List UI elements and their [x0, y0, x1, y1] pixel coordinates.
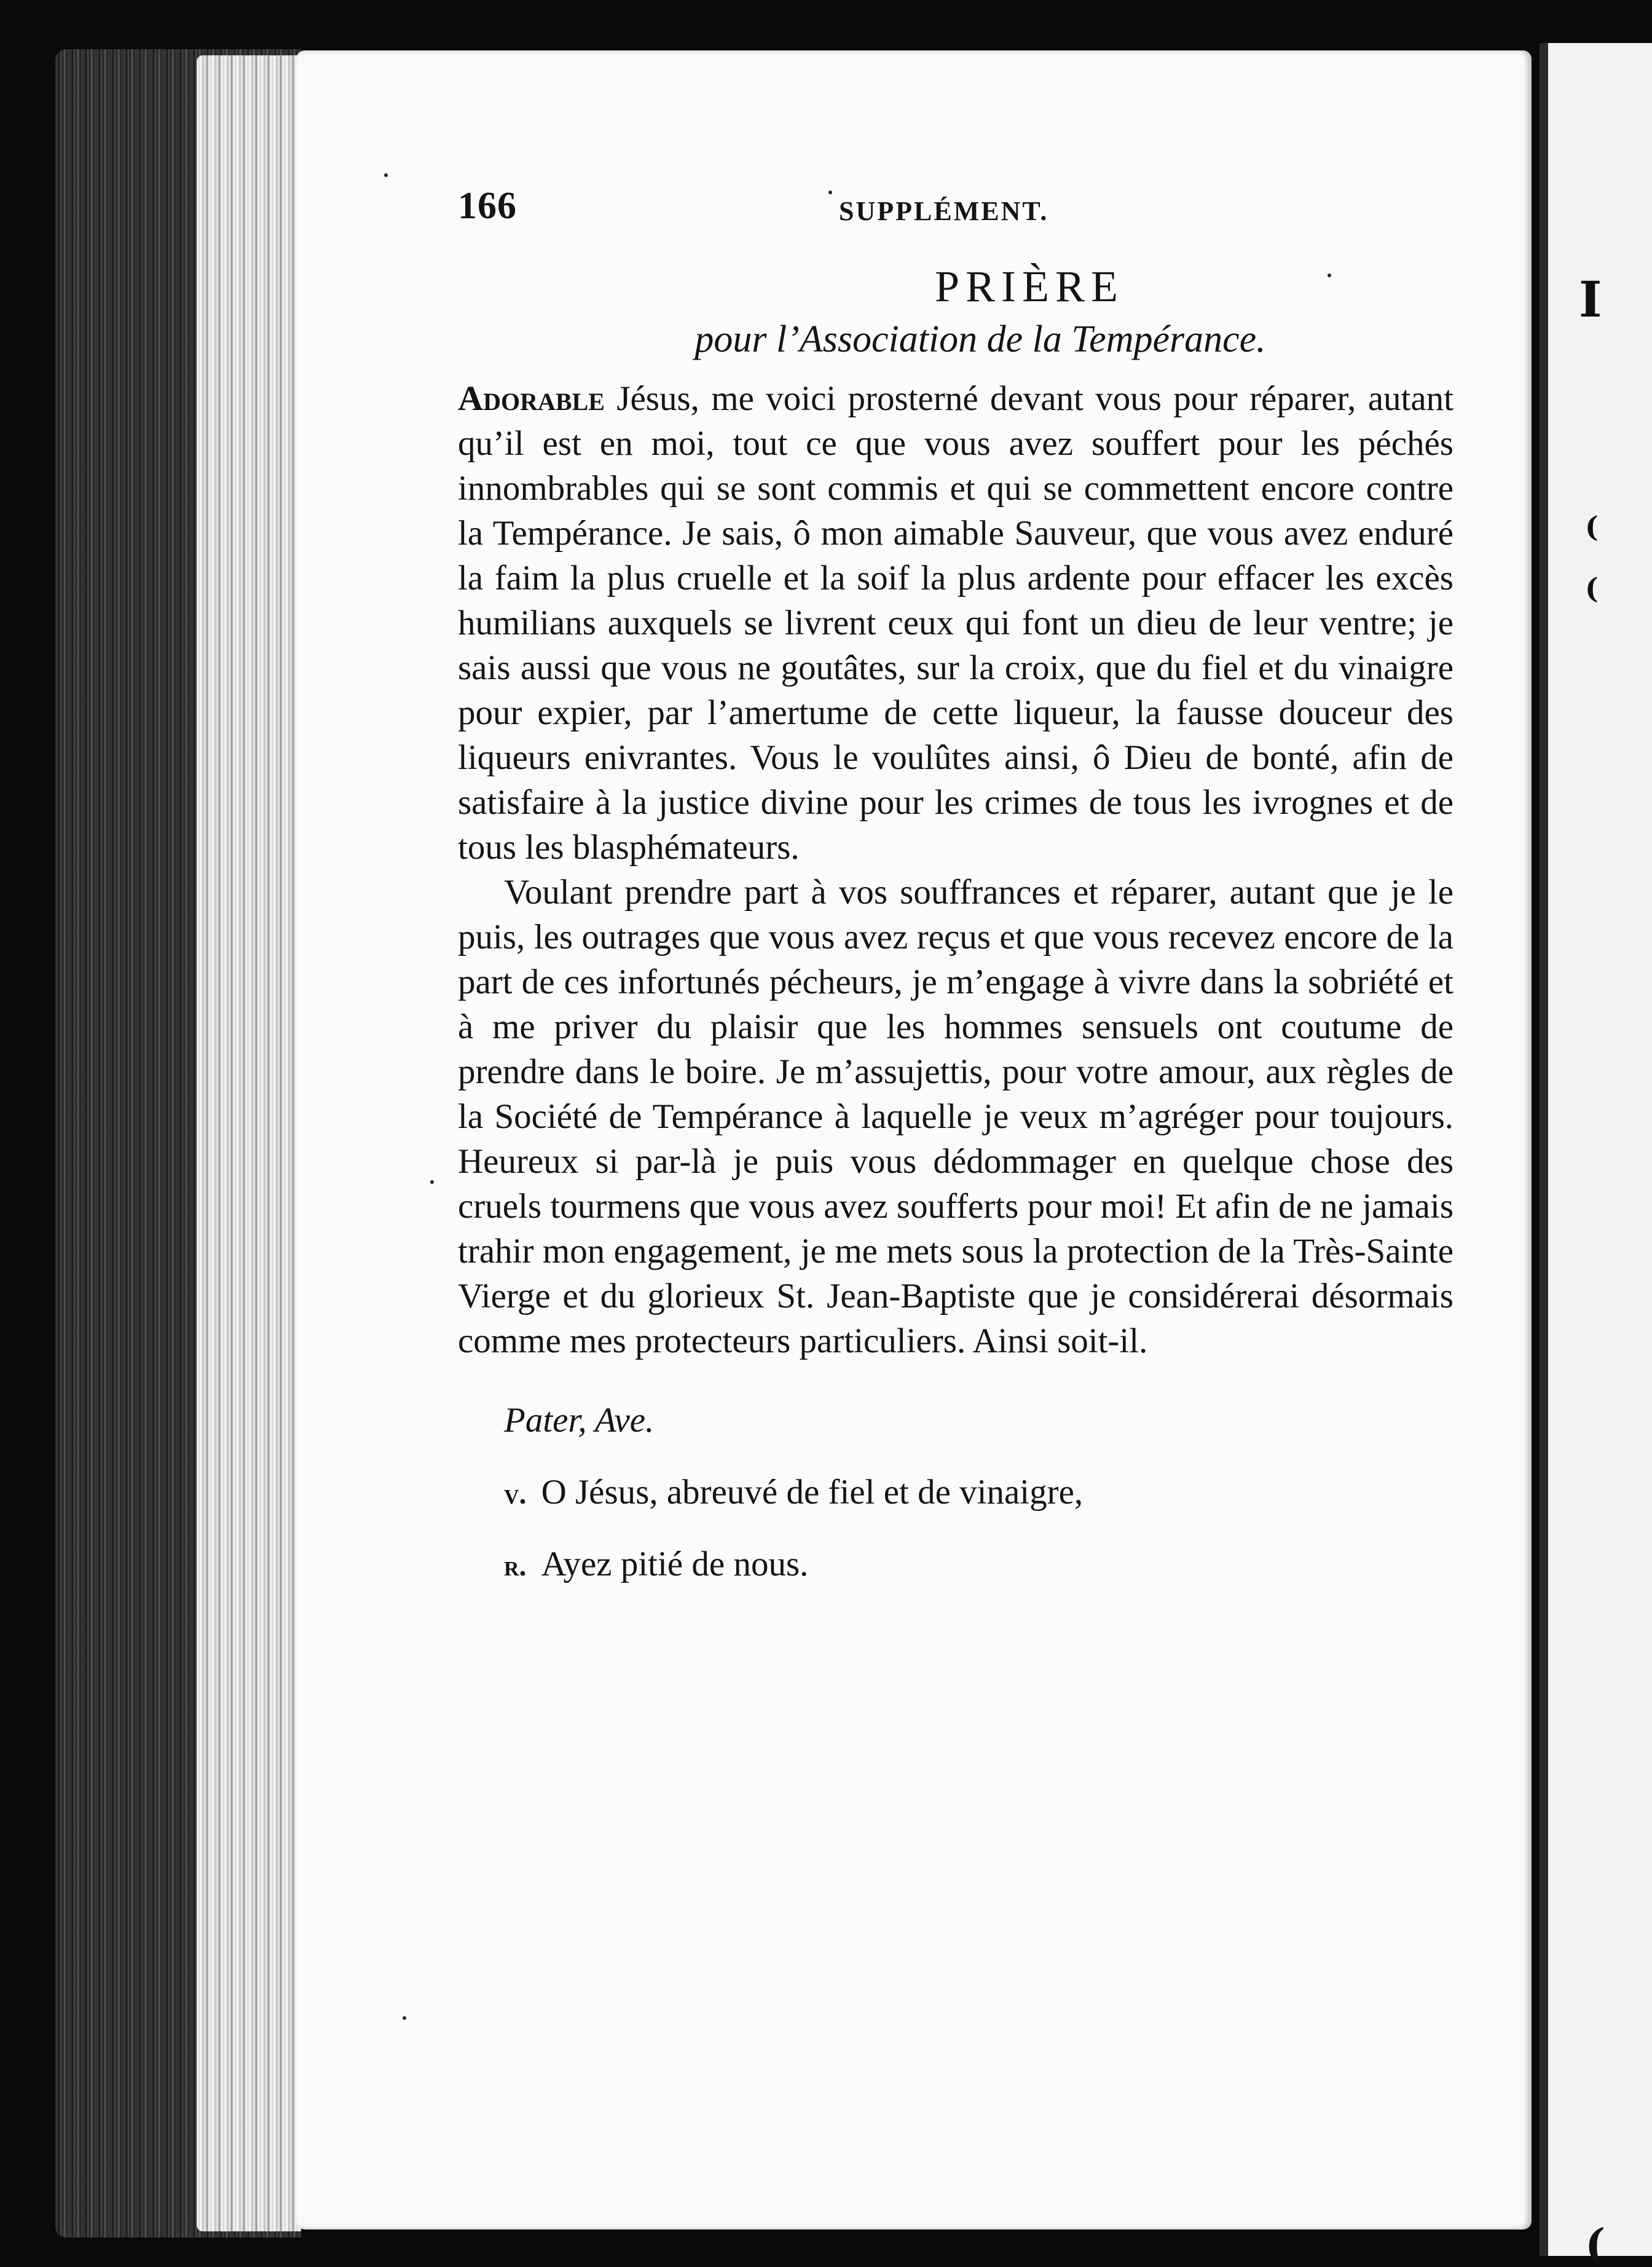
print-speck	[384, 173, 388, 177]
page-number: 166	[458, 185, 517, 227]
closing-prayers: Pater, Ave.	[504, 1401, 655, 1440]
adjacent-page	[1540, 43, 1652, 2267]
adjacent-page-fragment: (	[1585, 572, 1599, 605]
response-label: r.	[504, 1550, 527, 1583]
response	[458, 1544, 1453, 1584]
adjacent-page-fragment: I	[1579, 270, 1602, 328]
versicle	[458, 1472, 1453, 1512]
versicle-text: O Jésus, abreuvé de fiel et de vinaigre,	[541, 1473, 1084, 1512]
page-text	[458, 184, 1453, 1584]
paragraph-1-text: Jésus, me voici prosterné devant vous pour réparer, autant qu’il est en moi, tout ce que vous avez souffert pour les péchés innombrables qui se sont commis et qui se commettent encore contre la Tempérance. Je sais, ô mon aimable Sauveur, que vous avez enduré la faim la plus cruelle et la soif la plus ardente pour effacer les excès humilians auxquels se livrent ceux qui font un dieu de leur ventre; je sais aussi que vous ne goutâtes, sur la croix, que du fiel et du vinaigre pour expier, par l’amertume de cette liqueur, la fausse douceur des liqueurs enivrantes. Vous le voulûtes ainsi, ô Dieu de bonté, afin de satisfaire à la justice divine pour les crimes de tous les ivrognes et de tous les blasphémateurs.	[458, 379, 1453, 867]
print-speck	[430, 1180, 434, 1184]
adjacent-page-fragment: (	[1585, 2219, 1606, 2267]
running-title: SUPPLÉMENT.	[839, 196, 1049, 226]
running-head	[458, 184, 1453, 240]
prayer-paragraph-2: Voulant prendre part à vos souffrances et réparer, autant que je le puis, les outrages que vous avez reçus et que vous recevez encore de la part de ces infortunés pécheurs, je m’engage à vivre dans la sobriété et à me priver du plaisir que les hommes sensuels ont coutume de prendre dans le boire. Je m’assujettis, pour votre amour, aux règles de la Société de Tempérance à laquelle je veux m’agréger pour toujours. Heureux si par-là je puis vous dédommager en quelque chose des cruels tourmens que vous avez soufferts pour moi! Et afin de ne jamais trahir mon engagement, je me mets sous la protection de la Très-Sainte Vierge et du glorieux St. Jean-Baptiste que je considérerai désormais comme mes protecteurs particuliers. Ainsi soit-il.	[458, 873, 1453, 1361]
prayer-subtitle: pour l’Association de la Tempérance.	[694, 318, 1266, 360]
prayer-title: PRIÈRE	[934, 262, 1125, 311]
prayer-paragraph-1	[458, 376, 1453, 870]
adjacent-page-fragment: (	[1585, 510, 1599, 543]
page-stack-edge	[197, 55, 301, 2231]
response-text: Ayez pitié de nous.	[541, 1545, 809, 1584]
versicle-label: v.	[504, 1478, 527, 1511]
print-speck	[403, 2016, 406, 2020]
opening-word: Adorable	[458, 379, 605, 419]
